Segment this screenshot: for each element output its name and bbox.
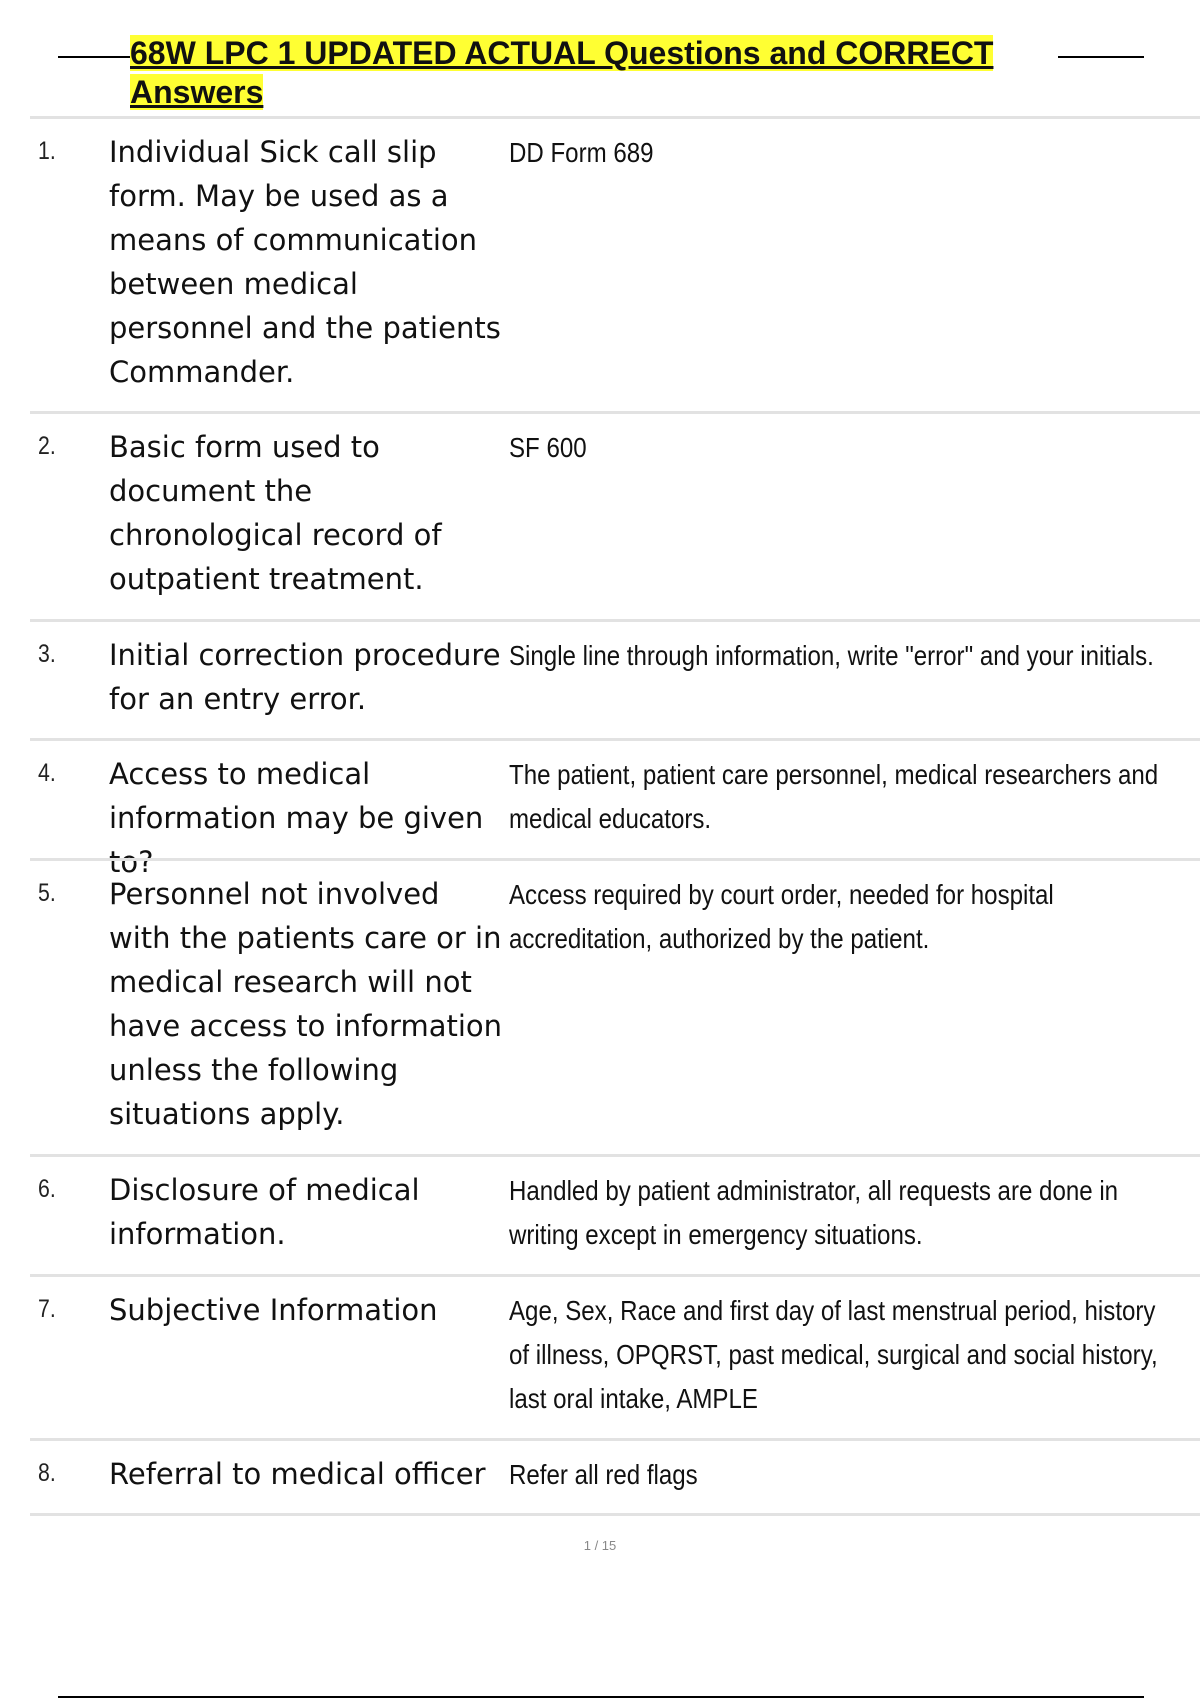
- item-answer: Access required by court order, needed for hospital accreditation, authorized by the patient.: [509, 879, 1054, 954]
- title-highlight: 68W LPC 1 UPDATED ACTUAL Questions and CORRECT Answers: [130, 35, 994, 110]
- qa-item: [30, 411, 1200, 619]
- item-question: Referral to medical officer: [109, 1457, 486, 1491]
- item-question: Disclosure of medical information.: [109, 1173, 420, 1251]
- item-number: 5.: [38, 879, 56, 907]
- item-number: 1.: [38, 137, 56, 165]
- qa-item: [30, 619, 1200, 738]
- item-answer: SF 600: [509, 432, 587, 463]
- item-answer: Handled by patient administrator, all requests are done in writing except in emergency situations.: [509, 1175, 1119, 1250]
- qa-item: [30, 738, 1200, 879]
- page-number: 1 / 15: [583, 1538, 617, 1553]
- item-number: 3.: [38, 640, 56, 668]
- qa-item: [30, 116, 1200, 411]
- item-answer: DD Form 689: [509, 137, 654, 168]
- qa-item: [30, 1154, 1200, 1274]
- item-answer: Single line through information, write "error" and your initials.: [509, 640, 1154, 671]
- item-number: 7.: [38, 1295, 56, 1323]
- qa-item: [30, 858, 1200, 1154]
- item-number: 6.: [38, 1175, 56, 1203]
- item-number: 8.: [38, 1459, 56, 1487]
- item-question: Access to medical information may be given to?: [109, 757, 484, 879]
- item-answer: The patient, patient care personnel, medical researchers and medical educators.: [509, 759, 1159, 834]
- item-number: 4.: [38, 759, 56, 787]
- item-answer: Refer all red flags: [509, 1459, 698, 1490]
- item-question: Initial correction procedure for an entry error.: [109, 638, 501, 716]
- footer-rule: [58, 1696, 1144, 1698]
- title-rule-right: [1058, 56, 1144, 58]
- qa-item: [30, 1438, 1200, 1516]
- title-rule-left: [58, 56, 130, 58]
- item-question: Individual Sick call slip form. May be used as a means of communication between medical personnel and the patients Commander.: [109, 135, 501, 389]
- document-header: [0, 30, 1200, 120]
- item-answer: Age, Sex, Race and first day of last menstrual period, history of illness, OPQRST, past medical, surgical and social history, last oral intake, AMPLE: [509, 1295, 1158, 1414]
- document-title: [130, 34, 1060, 112]
- item-question: Subjective Information: [109, 1293, 438, 1327]
- item-number: 2.: [38, 432, 56, 460]
- qa-item: [30, 1274, 1200, 1438]
- item-question: Personnel not involved with the patients care or in medical research will not have access to information unless the following situations apply.: [109, 877, 503, 1131]
- item-question: Basic form used to document the chronological record of outpatient treatment.: [109, 430, 442, 596]
- qa-list: [30, 116, 1200, 1516]
